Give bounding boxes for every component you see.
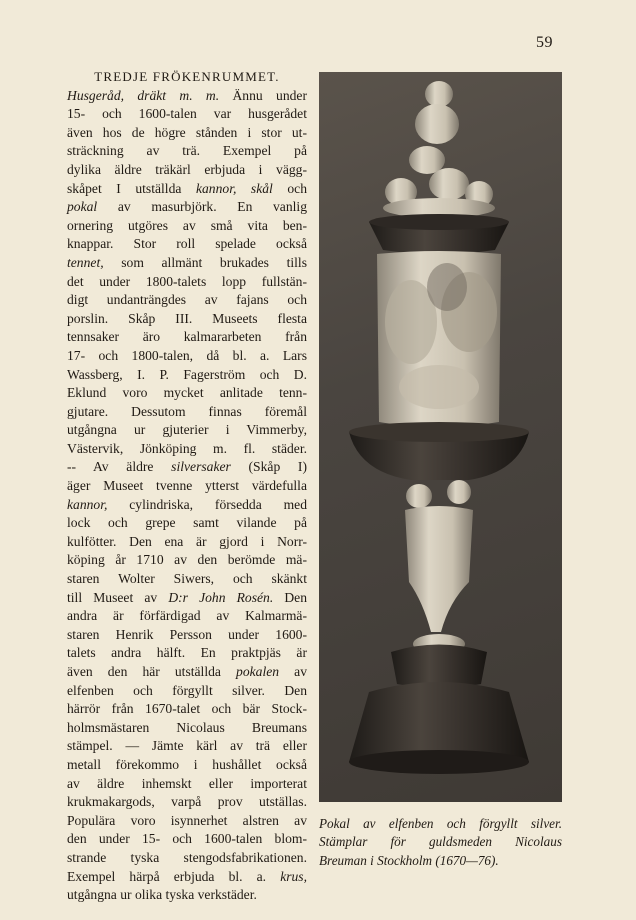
italic-term: silversaker — [171, 459, 231, 475]
text-segment: staren Henrik Persson under 1600- — [67, 626, 307, 642]
text-segment: Västervik, Jönköping m. fl. städer. — [67, 440, 307, 456]
body-text-line — [67, 124, 307, 143]
body-text-line — [67, 570, 307, 589]
text-segment: ornering utgöres av små vita ben- — [67, 217, 307, 233]
body-text-line — [67, 682, 307, 701]
body-text-line — [67, 849, 307, 868]
text-segment: stämpel. — Jämte kärl av trä eller — [67, 738, 307, 754]
body-text-line — [67, 551, 307, 570]
body-text-line — [67, 868, 307, 887]
page-number: 59 — [536, 34, 553, 51]
body-text-line — [67, 626, 307, 645]
ivory-cup-body — [377, 251, 501, 427]
italic-term: kannor, — [67, 496, 108, 512]
text-segment: andra är förfärdigad av Kalmarmä- — [67, 608, 307, 624]
cup-base-metal — [349, 422, 529, 480]
lid-finial-figure — [383, 81, 495, 218]
body-text-line — [67, 663, 307, 682]
text-segment: elfenben och förgyllt silver. Den — [67, 682, 307, 698]
body-text-line — [67, 607, 307, 626]
text-segment: staren Wolter Siwers, och skänkt — [67, 571, 307, 587]
lid — [369, 214, 509, 254]
body-text-line — [67, 533, 307, 552]
caption-line: Pokal av elfenben och förgyllt silver. — [319, 816, 562, 831]
text-segment: och — [272, 180, 308, 196]
body-text-line — [67, 384, 307, 403]
text-segment: utgångna ur gjuterier i Vimmerby, — [67, 422, 307, 438]
text-segment: talets andra hälft. En praktpjäs är — [67, 645, 307, 661]
italic-term: krus, — [280, 868, 307, 884]
section-heading: TREDJE FRÖKENRUMMET. — [94, 69, 280, 84]
text-segment: den under 15- och 1600-talen blom- — [67, 831, 307, 847]
body-text-line — [67, 217, 307, 236]
body-text-line — [67, 756, 307, 775]
text-segment: Wassberg, I. P. Fagerström och D. — [67, 366, 307, 382]
text-segment: Ännu under — [219, 87, 307, 103]
text-segment: lock och grepe samt vilande på — [67, 515, 307, 531]
body-text-line — [67, 644, 307, 663]
text-segment: av äldre inhemskt eller importerat — [67, 775, 307, 791]
goblet-photograph — [319, 72, 562, 802]
body-text-line — [67, 180, 307, 199]
body-text-line — [67, 273, 307, 292]
text-segment: Eklund voro mycket anlitade tenn- — [67, 385, 307, 401]
body-text-line — [67, 254, 307, 273]
body-text-line — [67, 737, 307, 756]
body-text-line — [67, 440, 307, 459]
body-text-line — [67, 719, 307, 738]
body-text-line — [67, 830, 307, 849]
text-segment: sträckning av trä. Exempel på — [67, 143, 307, 159]
text-segment: skåpet I utställda — [67, 180, 196, 196]
text-segment: metall förekommo i hushållet också — [67, 756, 307, 772]
text-segment: som allmänt brukades tills — [103, 254, 307, 270]
text-segment: gjutare. Dessutom finnas föremål — [67, 403, 307, 419]
text-segment: krukmakargods, varpå prov utställas. — [67, 794, 307, 810]
body-text-line — [67, 235, 307, 254]
caption-line: Stämplar för guldsmeden Nicolaus — [319, 834, 562, 850]
body-text-line — [67, 347, 307, 366]
text-segment: holmsmästaren Nicolaus Breumans — [67, 719, 307, 735]
text-segment: Populära voro isynnerhet alstren av — [67, 812, 307, 828]
body-text-line — [67, 496, 307, 515]
body-text-line — [67, 291, 307, 310]
body-text-line — [67, 775, 307, 794]
text-segment: till Museet av — [67, 589, 169, 605]
text-segment: dylika äldre träkärl erbjuda i vägg- — [67, 161, 307, 177]
text-segment: 15- och 1600-talen var husgerådet — [67, 106, 307, 122]
body-text-line — [67, 700, 307, 719]
text-segment: av masurbjörk. En vanlig — [97, 199, 307, 215]
text-segment: digt undanträngdes av fajans och — [67, 292, 307, 308]
text-segment: av — [279, 664, 307, 679]
body-text-line — [67, 403, 307, 422]
italic-term: pokal — [67, 199, 98, 215]
body-text-line — [67, 477, 307, 496]
body-text-line — [67, 812, 307, 831]
text-segment: 17- och 1800-talen, då bl. a. Lars — [67, 347, 307, 363]
text-segment: (Skåp I) — [230, 459, 307, 475]
italic-term: Husgeråd, dräkt m. m. — [67, 87, 220, 103]
body-text-line — [67, 142, 307, 161]
italic-term: pokalen — [236, 664, 280, 679]
text-segment: köping år 1710 av den berömde mä- — [67, 552, 307, 568]
body-text-line — [67, 458, 307, 477]
text-segment: Exempel härpå erbjuda bl. a. — [67, 868, 281, 884]
text-segment: cylindriska, försedda med — [107, 496, 307, 512]
text-segment: porslin. Skåp III. Museets flesta — [67, 310, 307, 326]
text-segment: även den här utställda — [67, 664, 237, 679]
text-segment: tennsaker äro kalmararbeten från — [67, 329, 307, 345]
body-text-line — [67, 886, 307, 905]
caption-line: Breuman i Stockholm (1670—76). — [319, 852, 499, 868]
figure-caption — [319, 815, 562, 870]
text-segment: strande tyska stengodsfabrikationen. — [67, 849, 307, 865]
italic-term: tennet, — [67, 254, 104, 270]
text-segment: kulfötter. Den ena är gjord i Norr- — [67, 533, 307, 549]
text-segment: Den — [273, 589, 307, 605]
stem-figures — [405, 480, 473, 654]
body-text-line — [67, 328, 307, 347]
body-text-line — [67, 421, 307, 440]
text-segment: härrör från 1670-talet och bär Stock- — [67, 701, 307, 717]
body-text-line — [67, 366, 307, 385]
body-text-line — [67, 161, 307, 180]
body-text-line — [67, 793, 307, 812]
text-segment: även hos de högre stånden i stor ut- — [67, 124, 307, 140]
text-segment: -- Av äldre — [67, 459, 172, 475]
body-text-line — [67, 198, 307, 217]
body-text-line — [67, 589, 307, 608]
body-text-line — [67, 514, 307, 533]
foot — [349, 645, 529, 775]
italic-term: kannor, skål — [195, 180, 273, 196]
body-text-line — [67, 310, 307, 329]
body-text-line — [67, 87, 307, 106]
text-segment: knappar. Stor roll spelade också — [67, 236, 307, 252]
italic-term: D:r John Rosén. — [168, 589, 274, 605]
body-text-line — [67, 105, 307, 124]
text-segment: det under 1800-talets lopp fullstän- — [67, 273, 307, 289]
text-segment: utgångna ur olika tyska verkstäder. — [67, 887, 257, 903]
text-segment: äger Museet tvenne ytterst värdefulla — [67, 478, 307, 494]
body-text-column — [67, 68, 307, 905]
goblet-illustration — [319, 72, 562, 802]
